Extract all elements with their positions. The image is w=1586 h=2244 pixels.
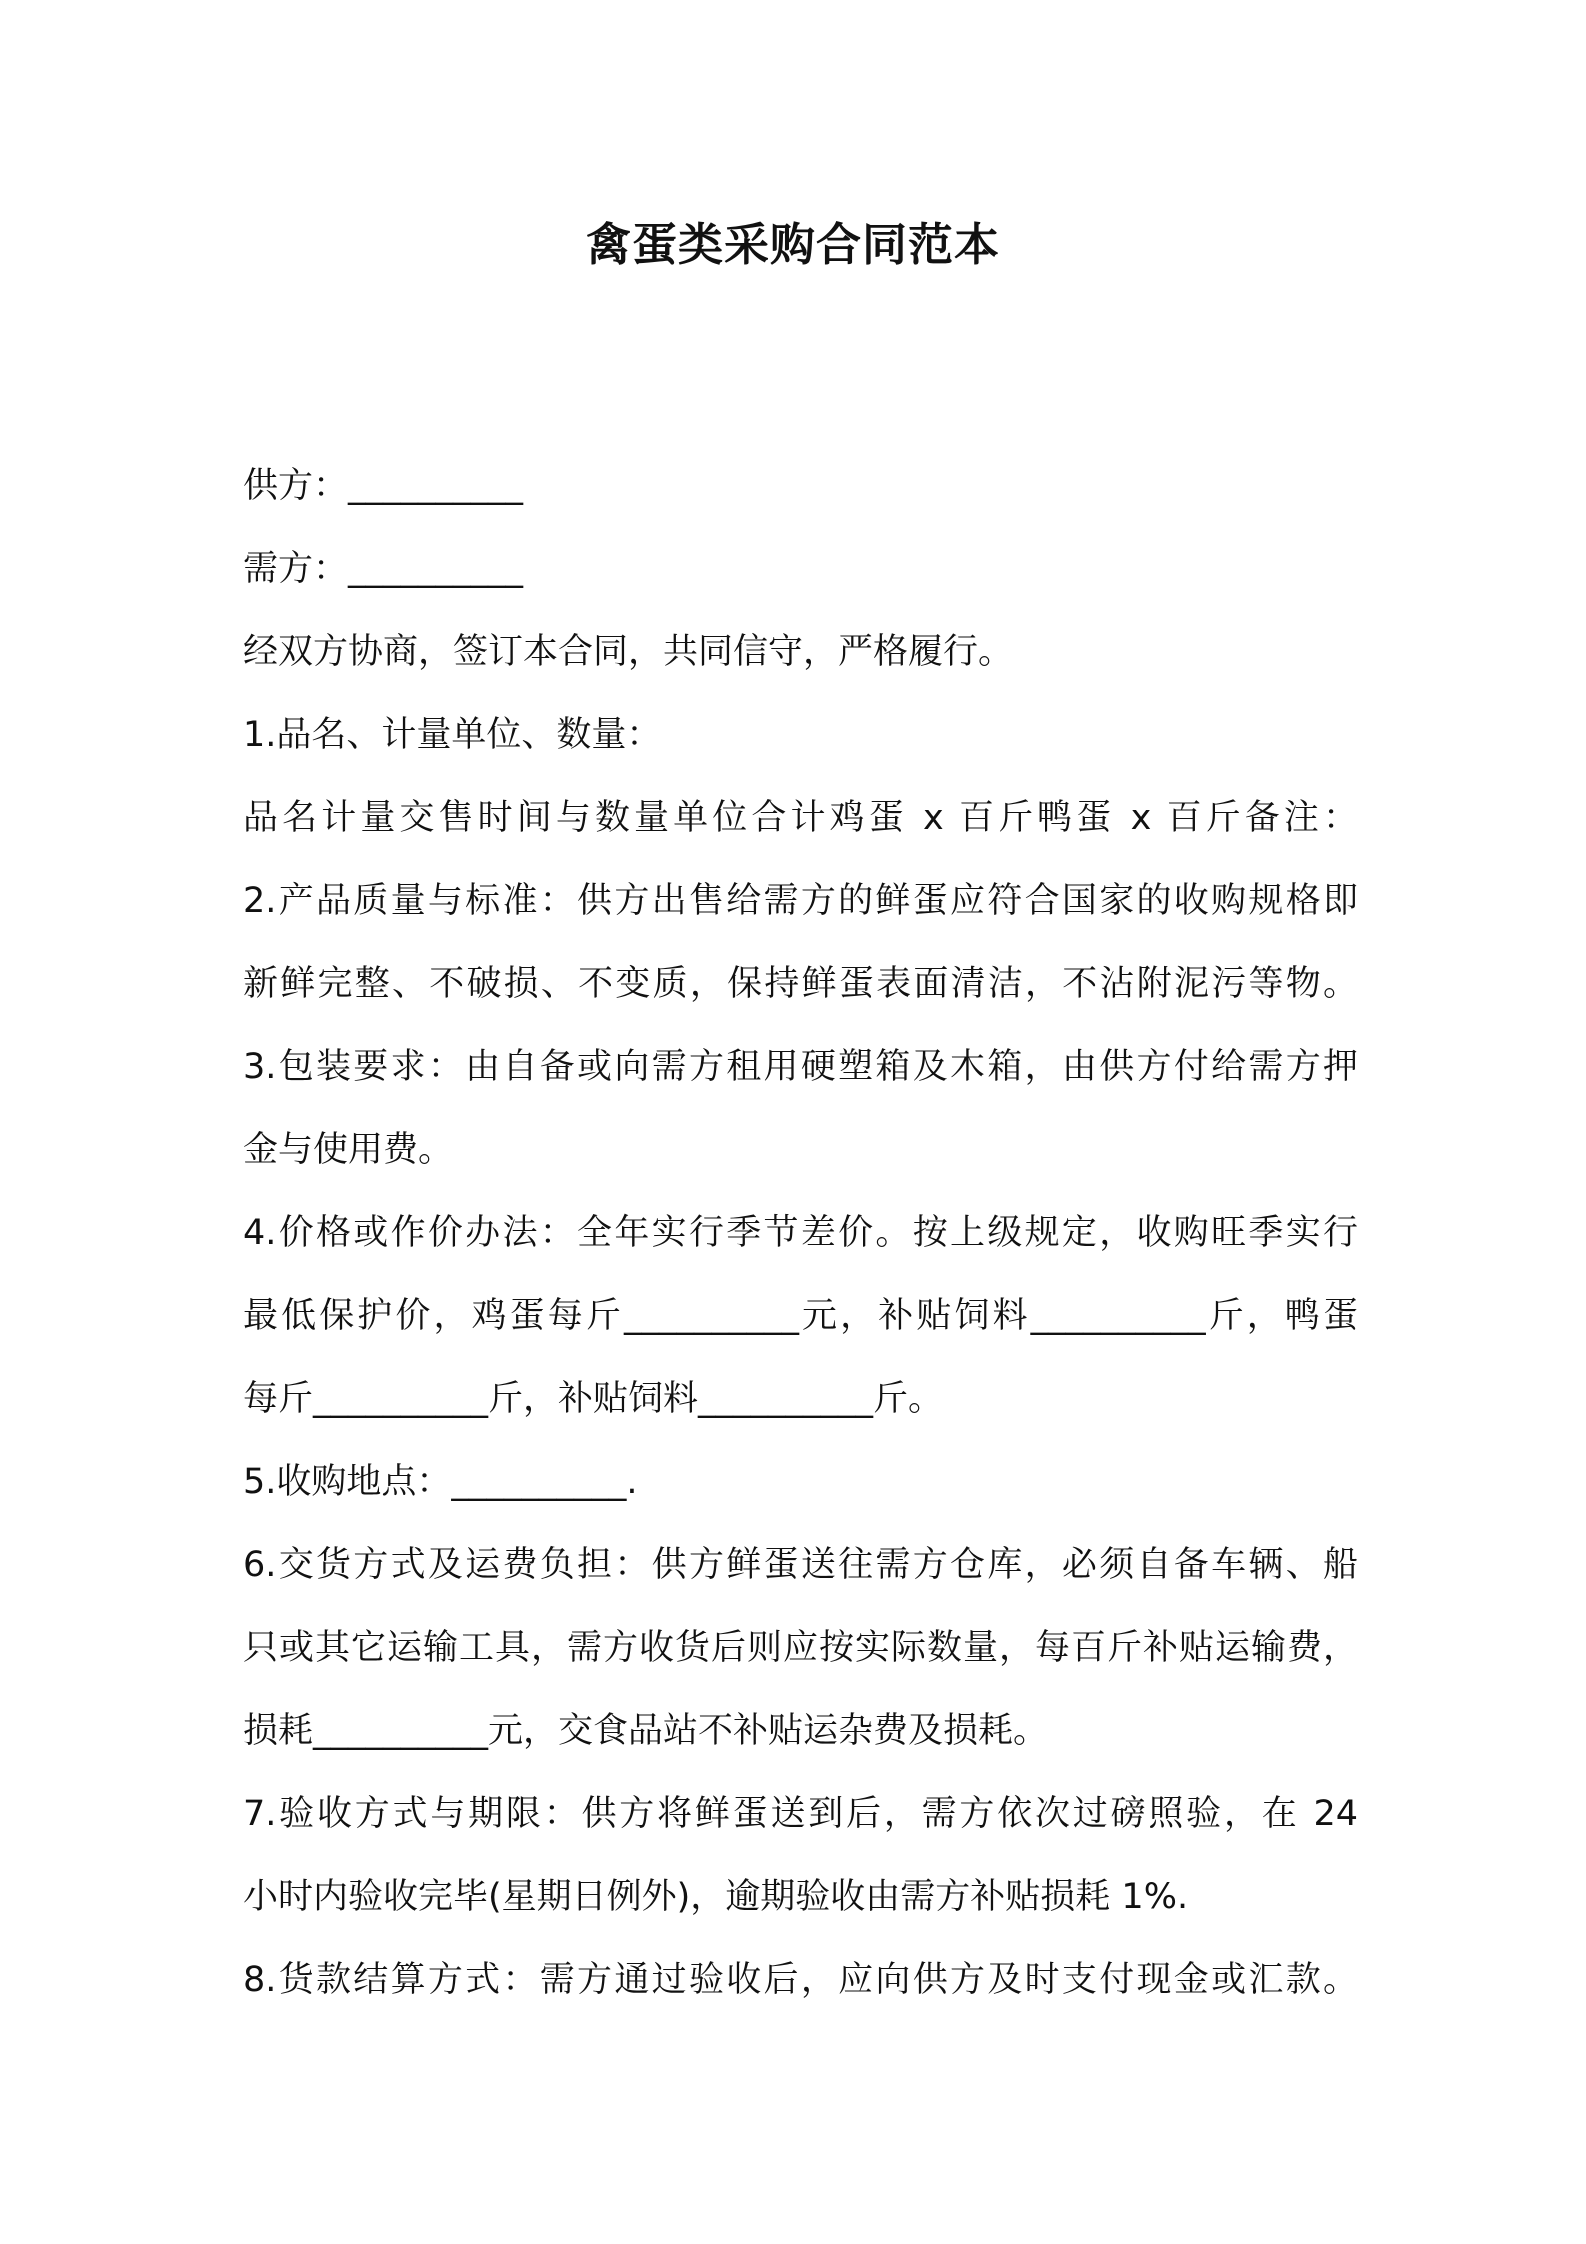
clause-3-text-line-2: 金与使用费。 xyxy=(243,1130,454,1170)
document-body xyxy=(243,445,1358,2022)
clause-6-text-line-3: 损耗__________元，交食品站不补贴运杂费及损耗。 xyxy=(243,1711,1049,1751)
clause-4-text-line-3: 每斤__________斤，补贴饲料__________斤。 xyxy=(243,1379,944,1419)
clause-7-text-line-1: 7.验收方式与期限：供方将鲜蛋送到后，需方依次过磅照验，在 24 xyxy=(243,1794,1358,1834)
clause-2-text-line-1: 2.产品质量与标准：供方出售给需方的鲜蛋应符合国家的收购规格即 xyxy=(243,881,1358,921)
preamble-line: 经双方协商，签订本合同，共同信守，严格履行。 xyxy=(243,632,1014,672)
clause-5-text: 5.收购地点：__________. xyxy=(243,1462,638,1502)
buyer-line: 需方：__________ xyxy=(243,549,524,589)
clause-2-text-line-2: 新鲜完整、不破损、不变质，保持鲜蛋表面清洁，不沾附泥污等物。 xyxy=(243,964,1358,1004)
clause-1-text: 品名计量交售时间与数量单位合计鸡蛋 x 百斤鸭蛋 x 百斤备注： xyxy=(243,798,1358,838)
clause-8-text: 8.货款结算方式：需方通过验收后，应向供方及时支付现金或汇款。 xyxy=(243,1960,1358,2000)
clause-6-text-line-1: 6.交货方式及运费负担：供方鲜蛋送往需方仓库，必须自备车辆、船 xyxy=(243,1545,1358,1585)
clause-4-text-line-2: 最低保护价，鸡蛋每斤__________元，补贴饲料__________斤，鸭蛋 xyxy=(243,1296,1358,1336)
supplier-line: 供方：__________ xyxy=(243,466,524,506)
clause-1-heading: 1.品名、计量单位、数量： xyxy=(243,715,662,755)
clause-3-text-line-1: 3.包装要求：由自备或向需方租用硬塑箱及木箱，由供方付给需方押 xyxy=(243,1047,1358,1087)
clause-7-text-line-2: 小时内验收完毕(星期日例外)，逾期验收由需方补贴损耗 1%. xyxy=(243,1877,1189,1917)
clause-6-text-line-2: 只或其它运输工具，需方收货后则应按实际数量，每百斤补贴运输费， xyxy=(243,1628,1358,1668)
document-title: 禽蛋类采购合同范本 xyxy=(585,218,1000,271)
clause-4-text-line-1: 4.价格或作价办法：全年实行季节差价。按上级规定，收购旺季实行 xyxy=(243,1213,1358,1253)
